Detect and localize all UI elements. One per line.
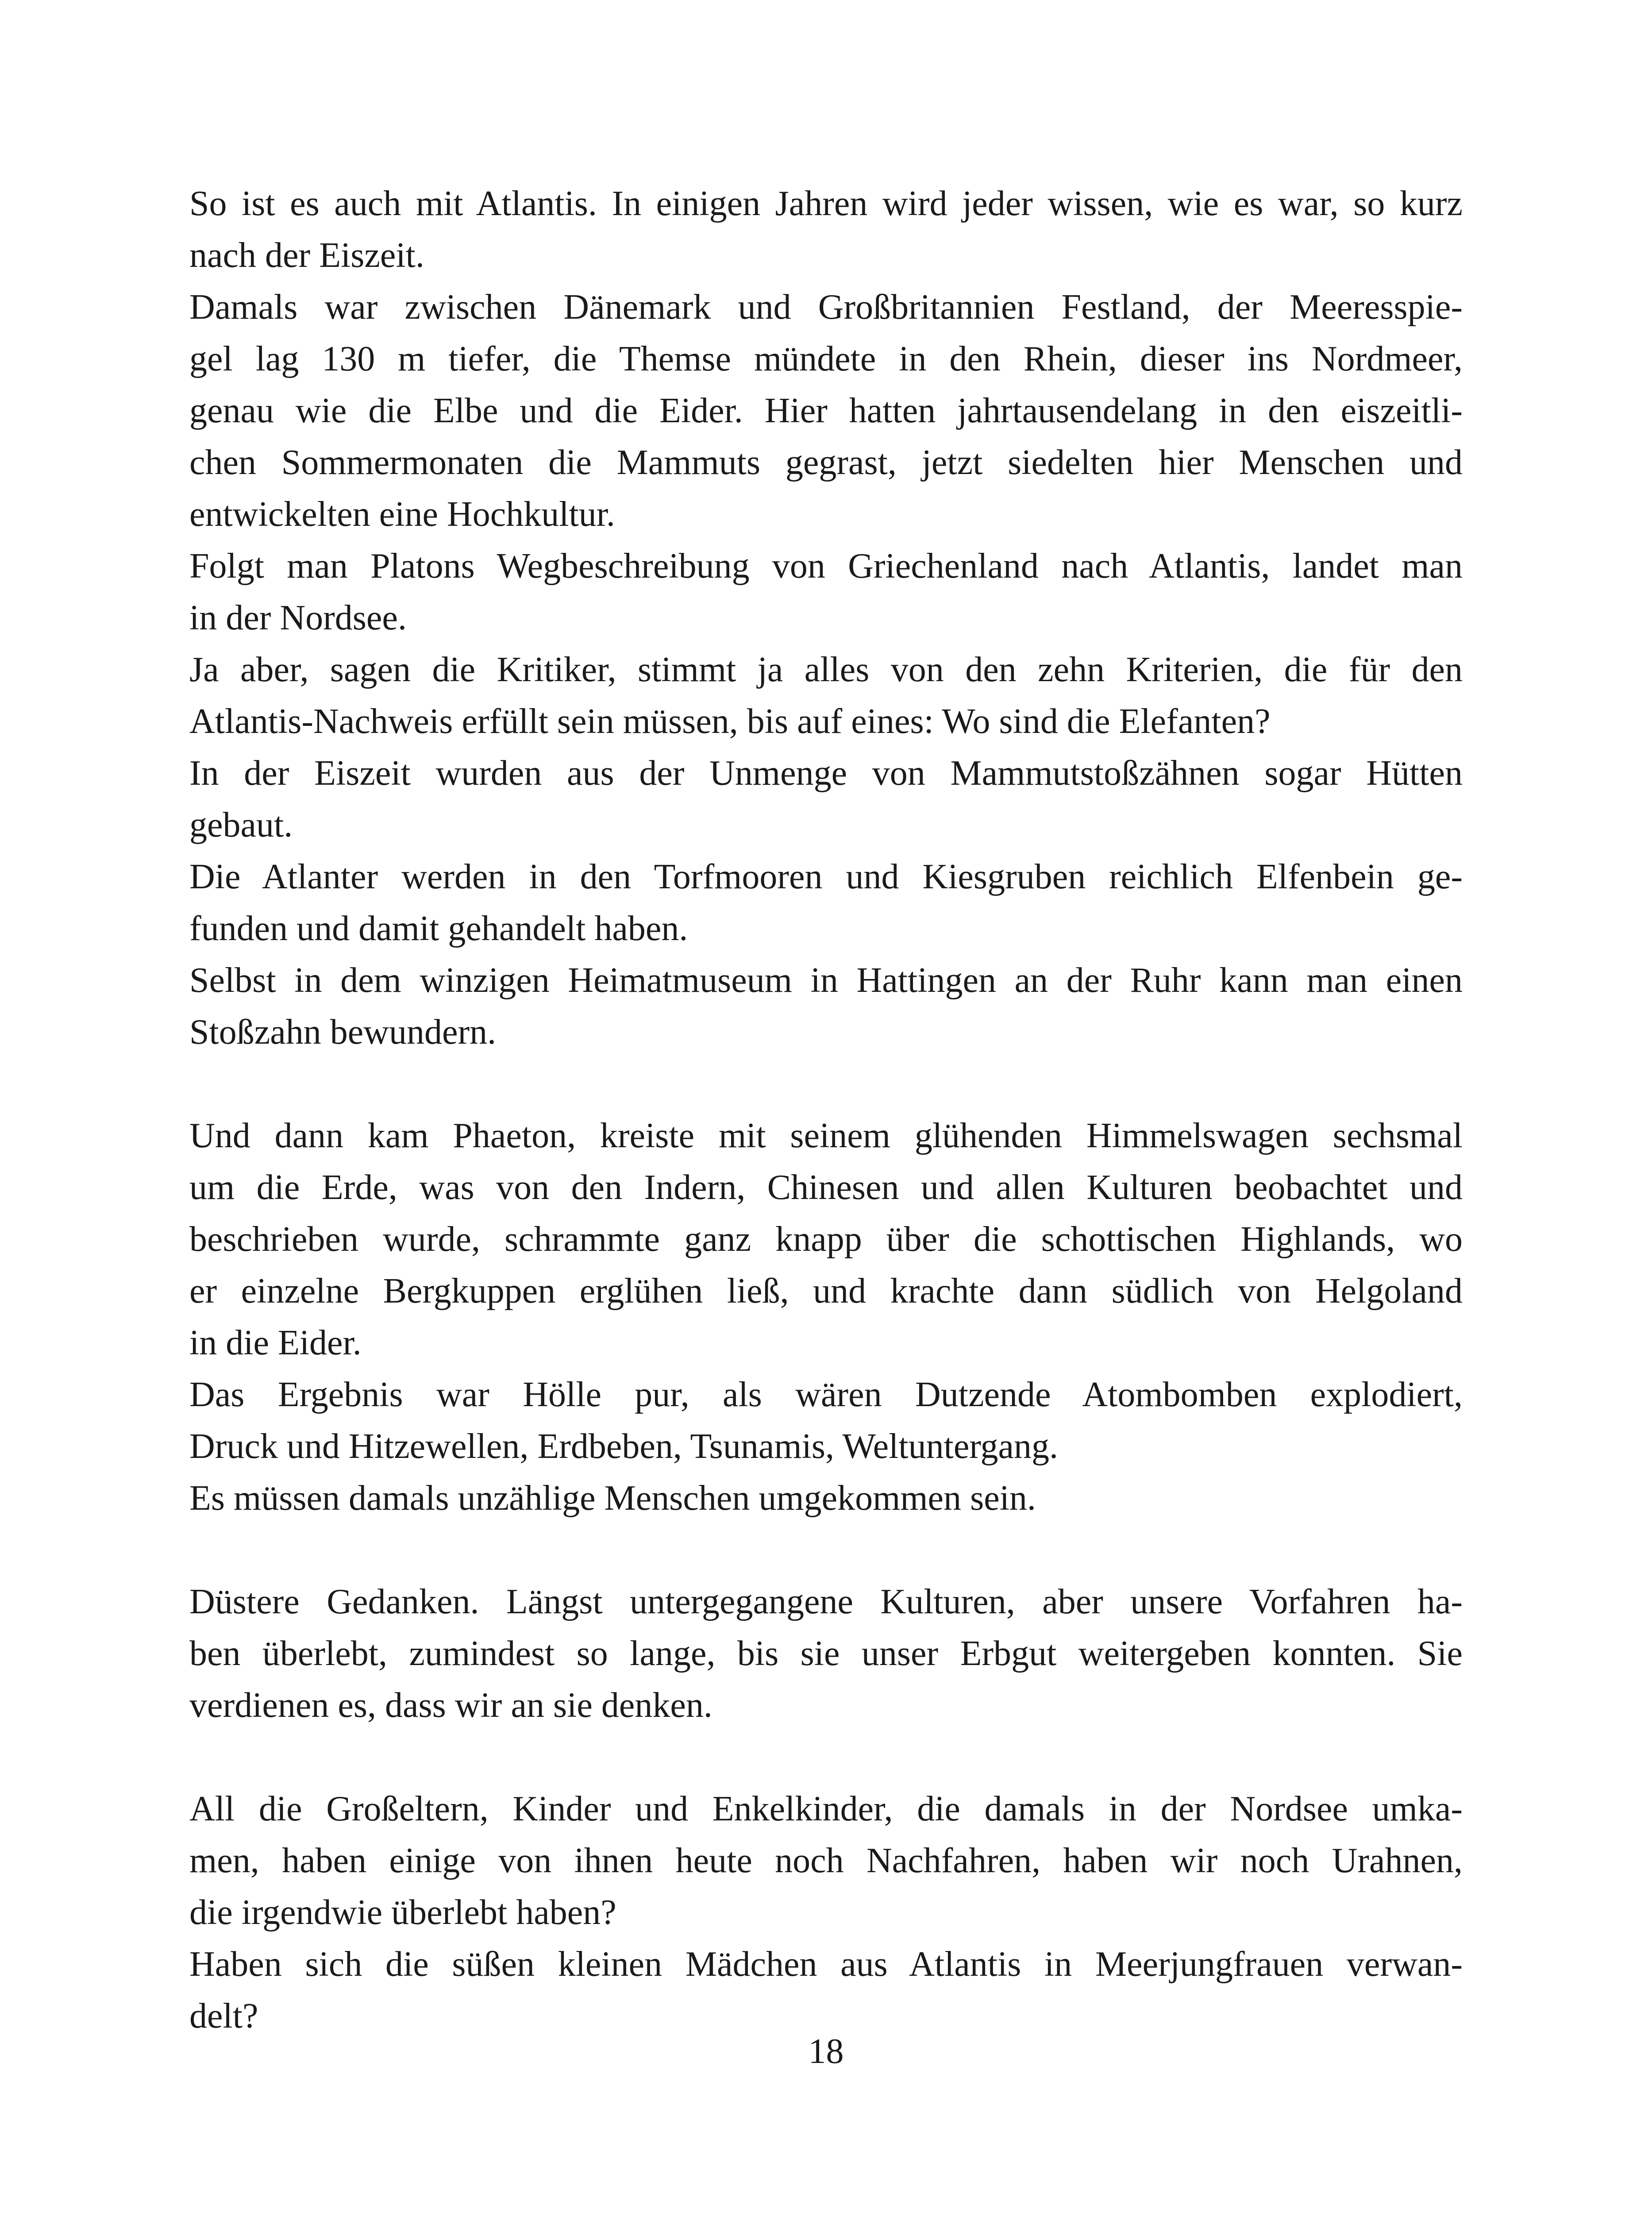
text-line: in die Eider.	[189, 1323, 362, 1362]
text-line: verdienen es, dass wir an sie denken.	[189, 1686, 712, 1725]
text-line: in der Nordsee.	[189, 598, 407, 637]
text-line: Damals war zwischen Dänemark und Großbritannien Festland, der Meeresspie-	[189, 288, 1463, 327]
text-line: chen Sommermonaten die Mammuts gegrast, jetzt siedelten hier Menschen und	[189, 443, 1463, 482]
page-number: 18	[808, 2032, 844, 2071]
text-line: Düstere Gedanken. Längst untergegangene Kulturen, aber unsere Vorfahren ha-	[189, 1582, 1463, 1621]
text-line: Die Atlanter werden in den Torfmooren und Kiesgruben reichlich Elfenbein ge-	[189, 857, 1463, 896]
text-line: Haben sich die süßen kleinen Mädchen aus Atlantis in Meerjungfrauen verwan-	[189, 1945, 1463, 1984]
text-line: die irgendwie überlebt haben?	[189, 1893, 616, 1932]
text-line: Atlantis-Nachweis erfüllt sein müssen, bis auf eines: Wo sind die Elefanten?	[189, 702, 1271, 741]
text-line: Druck und Hitzewellen, Erdbeben, Tsunamis, Weltuntergang.	[189, 1427, 1059, 1466]
paragraph-gap	[189, 1731, 1463, 1783]
text-line: Ja aber, sagen die Kritiker, stimmt ja alles von den zehn Kriterien, die für den	[189, 650, 1463, 689]
text-line: Es müssen damals unzählige Menschen umgekommen sein.	[189, 1479, 1036, 1518]
paragraph-gap	[189, 1524, 1463, 1576]
text-line: um die Erde, was von den Indern, Chinesen und allen Kulturen beobachtet und	[189, 1168, 1463, 1207]
text-line: Selbst in dem winzigen Heimatmuseum in Hattingen an der Ruhr kann man einen	[189, 961, 1463, 1000]
text-line: nach der Eiszeit.	[189, 236, 424, 275]
text-line: beschrieben wurde, schrammte ganz knapp über die schottischen Highlands, wo	[189, 1220, 1463, 1259]
text-line: All die Großeltern, Kinder und Enkelkinder, die damals in der Nordsee umka-	[189, 1789, 1463, 1828]
text-line: gebaut.	[189, 806, 293, 844]
text-line: Stoßzahn bewundern.	[189, 1013, 497, 1052]
text-line: So ist es auch mit Atlantis. In einigen Jahren wird jeder wissen, wie es war, so kurz	[189, 184, 1463, 223]
text-line: er einzelne Bergkuppen erglühen ließ, und krachte dann südlich von Helgoland	[189, 1272, 1463, 1311]
text-line: gel lag 130 m tiefer, die Themse mündete in den Rhein, dieser ins Nordmeer,	[189, 339, 1463, 378]
text-line: men, haben einige von ihnen heute noch Nachfahren, haben wir noch Urahnen,	[189, 1841, 1463, 1880]
body-text	[189, 178, 1463, 2042]
text-line: Das Ergebnis war Hölle pur, als wären Dutzende Atombomben explodiert,	[189, 1375, 1463, 1414]
text-line: delt?	[189, 1997, 258, 2036]
text-line: ben überlebt, zumindest so lange, bis sie unser Erbgut weitergeben konnten. Sie	[189, 1634, 1463, 1673]
text-line: funden und damit gehandelt haben.	[189, 909, 688, 948]
text-line: entwickelten eine Hochkultur.	[189, 495, 615, 534]
text-line: Und dann kam Phaeton, kreiste mit seinem glühenden Himmelswagen sechsmal	[189, 1116, 1463, 1155]
paragraph-gap	[189, 1058, 1463, 1110]
text-line: In der Eiszeit wurden aus der Unmenge von Mammutstoßzähnen sogar Hütten	[189, 754, 1463, 793]
text-line: Folgt man Platons Wegbeschreibung von Griechenland nach Atlantis, landet man	[189, 547, 1463, 586]
text-line: genau wie die Elbe und die Eider. Hier hatten jahrtausendelang in den eiszeitli-	[189, 391, 1463, 430]
